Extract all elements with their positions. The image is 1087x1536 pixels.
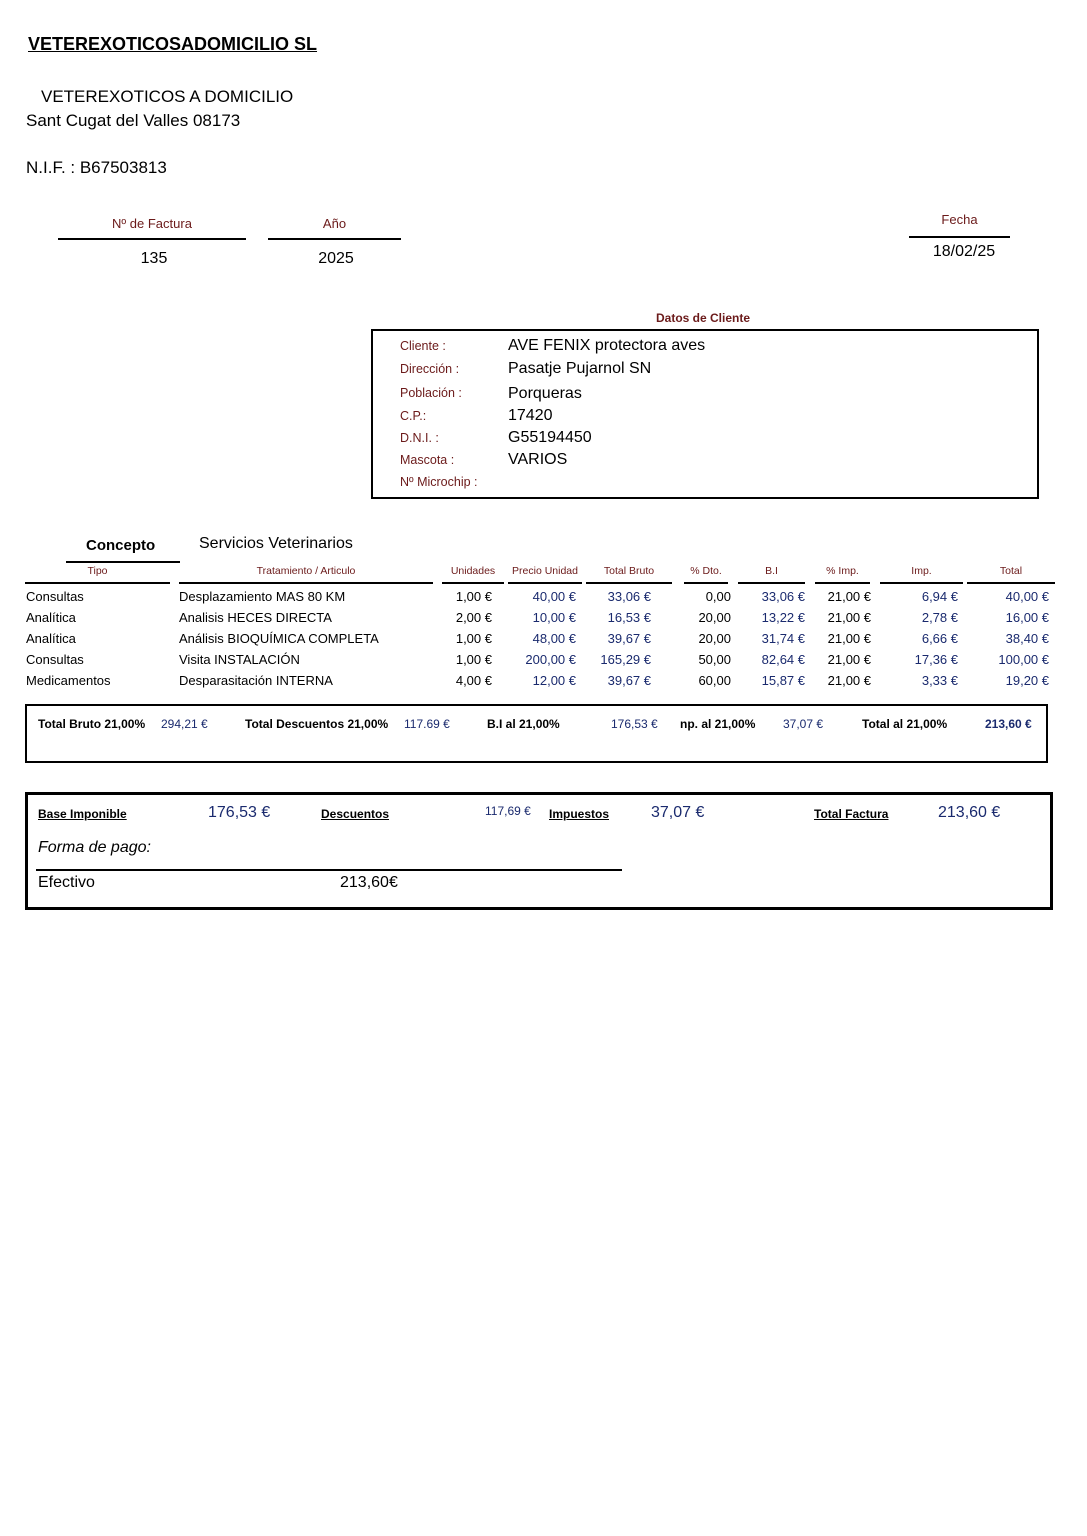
- table-row: [0, 652, 1087, 672]
- th-line: [586, 582, 672, 584]
- th-total: Total: [999, 565, 1023, 577]
- sum-desc-label: Total Descuentos 21,00%: [245, 717, 389, 731]
- cell-dto: 20,00: [698, 631, 731, 646]
- table-row: [0, 589, 1087, 609]
- cell-tratamiento: Análisis BIOQUÍMICA COMPLETA: [179, 631, 379, 646]
- invoice-number-label: Nº de Factura: [112, 216, 192, 231]
- client-label: Cliente :: [400, 339, 446, 353]
- concept-value: Servicios Veterinarios: [199, 535, 353, 552]
- table-row: [0, 610, 1087, 630]
- sum-imp-label: np. al 21,00%: [680, 717, 756, 731]
- discount-value: 117,69 €: [485, 804, 531, 818]
- th-line: [442, 582, 504, 584]
- cell-tipo: Medicamentos: [26, 673, 111, 688]
- cell-precio: 200,00 €: [525, 652, 576, 667]
- postcode-label: C.P.:: [400, 409, 427, 423]
- company-name: VETEREXOTICOSADOMICILIO SL: [28, 34, 318, 54]
- th-total-bruto: Total Bruto: [603, 565, 655, 577]
- client-postcode: 17420: [508, 407, 553, 424]
- cell-dto: 60,00: [698, 673, 731, 688]
- th-line: [967, 582, 1055, 584]
- taxes-value: 37,07 €: [651, 804, 705, 821]
- th-dto: % Dto.: [690, 565, 722, 577]
- client-name: AVE FENIX protectora aves: [508, 337, 706, 354]
- cell-tipo: Consultas: [26, 589, 84, 604]
- th-line: [508, 582, 582, 584]
- cell-bi: 31,74 €: [761, 631, 805, 646]
- cell-imp: 6,66 €: [921, 631, 958, 646]
- client-address: Pasatje Pujarnol SN: [508, 360, 652, 377]
- client-pet: VARIOS: [508, 451, 568, 468]
- th-precio-unidad: Precio Unidad: [512, 565, 578, 577]
- cell-dto: 0,00: [705, 589, 731, 604]
- sum-total-label: Total al 21,00%: [862, 717, 948, 731]
- invoice-date-line: [909, 236, 1010, 238]
- cell-tipo: Analítica: [26, 610, 76, 625]
- cell-imp: 3,33 €: [921, 673, 958, 688]
- cell-unidades: 2,00 €: [455, 610, 492, 625]
- cell-dto: 20,00: [698, 610, 731, 625]
- th-tratamiento: Tratamiento / Articulo: [256, 565, 356, 577]
- cell-total: 40,00 €: [1005, 589, 1049, 604]
- th-tipo: Tipo: [87, 565, 108, 577]
- sum-bruto: 294,21 €: [161, 717, 208, 731]
- cell-precio: 10,00 €: [532, 610, 576, 625]
- invoice-year-label: Año: [322, 216, 347, 231]
- totals-box: [25, 792, 1053, 910]
- invoice-date: 18/02/25: [932, 243, 996, 260]
- table-row: [0, 673, 1087, 693]
- client-title: Datos de Cliente: [656, 311, 751, 325]
- total-value: 213,60 €: [938, 804, 1001, 821]
- cell-pct-imp: 21,00 €: [827, 652, 871, 667]
- cell-bi: 15,87 €: [761, 673, 805, 688]
- client-town: Porqueras: [508, 385, 582, 402]
- cell-bi: 33,06 €: [761, 589, 805, 604]
- cell-imp: 6,94 €: [921, 589, 958, 604]
- th-unidades: Unidades: [450, 565, 496, 577]
- cell-bruto: 39,67 €: [607, 673, 651, 688]
- payment-label: Forma de pago:: [38, 839, 151, 856]
- table-row: [0, 631, 1087, 651]
- payment-method: Efectivo: [38, 874, 95, 891]
- cell-pct-imp: 21,00 €: [827, 589, 871, 604]
- invoice-year-line: [268, 238, 401, 240]
- invoice-year: 2025: [318, 250, 354, 267]
- cell-unidades: 1,00 €: [455, 589, 492, 604]
- cell-bi: 13,22 €: [761, 610, 805, 625]
- cell-tratamiento: Desparasitación INTERNA: [179, 673, 333, 688]
- cell-tratamiento: Desplazamiento MAS 80 KM: [179, 589, 346, 604]
- cell-precio: 12,00 €: [532, 673, 576, 688]
- cell-bruto: 39,67 €: [607, 631, 651, 646]
- cell-bruto: 33,06 €: [607, 589, 651, 604]
- sum-imp: 37,07 €: [783, 717, 824, 731]
- cell-unidades: 1,00 €: [455, 631, 492, 646]
- cell-tratamiento: Analisis HECES DIRECTA: [179, 610, 332, 625]
- total-label: Total Factura: [814, 807, 889, 821]
- sum-bi-label: B.I al 21,00%: [487, 717, 560, 731]
- sum-total: 213,60 €: [985, 717, 1032, 731]
- taxes-label: Impuestos: [549, 807, 610, 821]
- th-line: [25, 582, 170, 584]
- cell-unidades: 4,00 €: [455, 673, 492, 688]
- cell-total: 100,00 €: [998, 652, 1049, 667]
- company-nif: N.I.F. : B67503813: [26, 158, 167, 177]
- cell-precio: 40,00 €: [532, 589, 576, 604]
- cell-tipo: Analítica: [26, 631, 76, 646]
- invoice-number: 135: [140, 250, 168, 267]
- company-city: Sant Cugat del Valles 08173: [26, 111, 241, 130]
- concept-label: Concepto: [86, 537, 156, 554]
- base-label: Base Imponible: [38, 807, 127, 821]
- sum-desc: 117.69 €: [404, 717, 450, 731]
- town-label: Población :: [400, 386, 462, 400]
- cell-tipo: Consultas: [26, 652, 84, 667]
- cell-bruto: 16,53 €: [607, 610, 651, 625]
- address-label: Dirección :: [400, 362, 460, 376]
- th-pct-imp: % Imp.: [826, 565, 859, 577]
- cell-total: 19,20 €: [1005, 673, 1049, 688]
- client-dni: G55194450: [508, 429, 592, 446]
- th-imp: Imp.: [911, 565, 932, 577]
- cell-imp: 17,36 €: [914, 652, 958, 667]
- invoice-number-line: [58, 238, 246, 240]
- cell-tratamiento: Visita INSTALACIÓN: [179, 652, 300, 667]
- th-line: [684, 582, 728, 584]
- pet-label: Mascota :: [400, 453, 455, 467]
- cell-pct-imp: 21,00 €: [827, 673, 871, 688]
- trade-name: VETEREXOTICOS A DOMICILIO: [41, 87, 294, 106]
- base-value: 176,53 €: [208, 804, 271, 821]
- th-line: [880, 582, 963, 584]
- cell-bi: 82,64 €: [761, 652, 805, 667]
- sum-bruto-label: Total Bruto 21,00%: [38, 717, 146, 731]
- cell-precio: 48,00 €: [532, 631, 576, 646]
- invoice-date-label: Fecha: [941, 212, 978, 227]
- cell-pct-imp: 21,00 €: [827, 610, 871, 625]
- cell-unidades: 1,00 €: [455, 652, 492, 667]
- cell-dto: 50,00: [698, 652, 731, 667]
- cell-pct-imp: 21,00 €: [827, 631, 871, 646]
- payment-amount: 213,60€: [340, 874, 398, 891]
- cell-imp: 2,78 €: [921, 610, 958, 625]
- dni-label: D.N.I. :: [400, 431, 439, 445]
- payment-line: [36, 869, 622, 871]
- th-bi: B.I: [765, 565, 778, 577]
- th-line: [815, 582, 870, 584]
- cell-bruto: 165,29 €: [600, 652, 651, 667]
- discount-label: Descuentos: [321, 807, 390, 821]
- th-line: [738, 582, 805, 584]
- cell-total: 38,40 €: [1005, 631, 1049, 646]
- tax-summary-box: [25, 704, 1048, 763]
- th-line: [179, 582, 433, 584]
- concept-underline: [66, 561, 180, 563]
- microchip-label: Nº Microchip :: [400, 475, 478, 489]
- sum-bi: 176,53 €: [611, 717, 658, 731]
- cell-total: 16,00 €: [1005, 610, 1049, 625]
